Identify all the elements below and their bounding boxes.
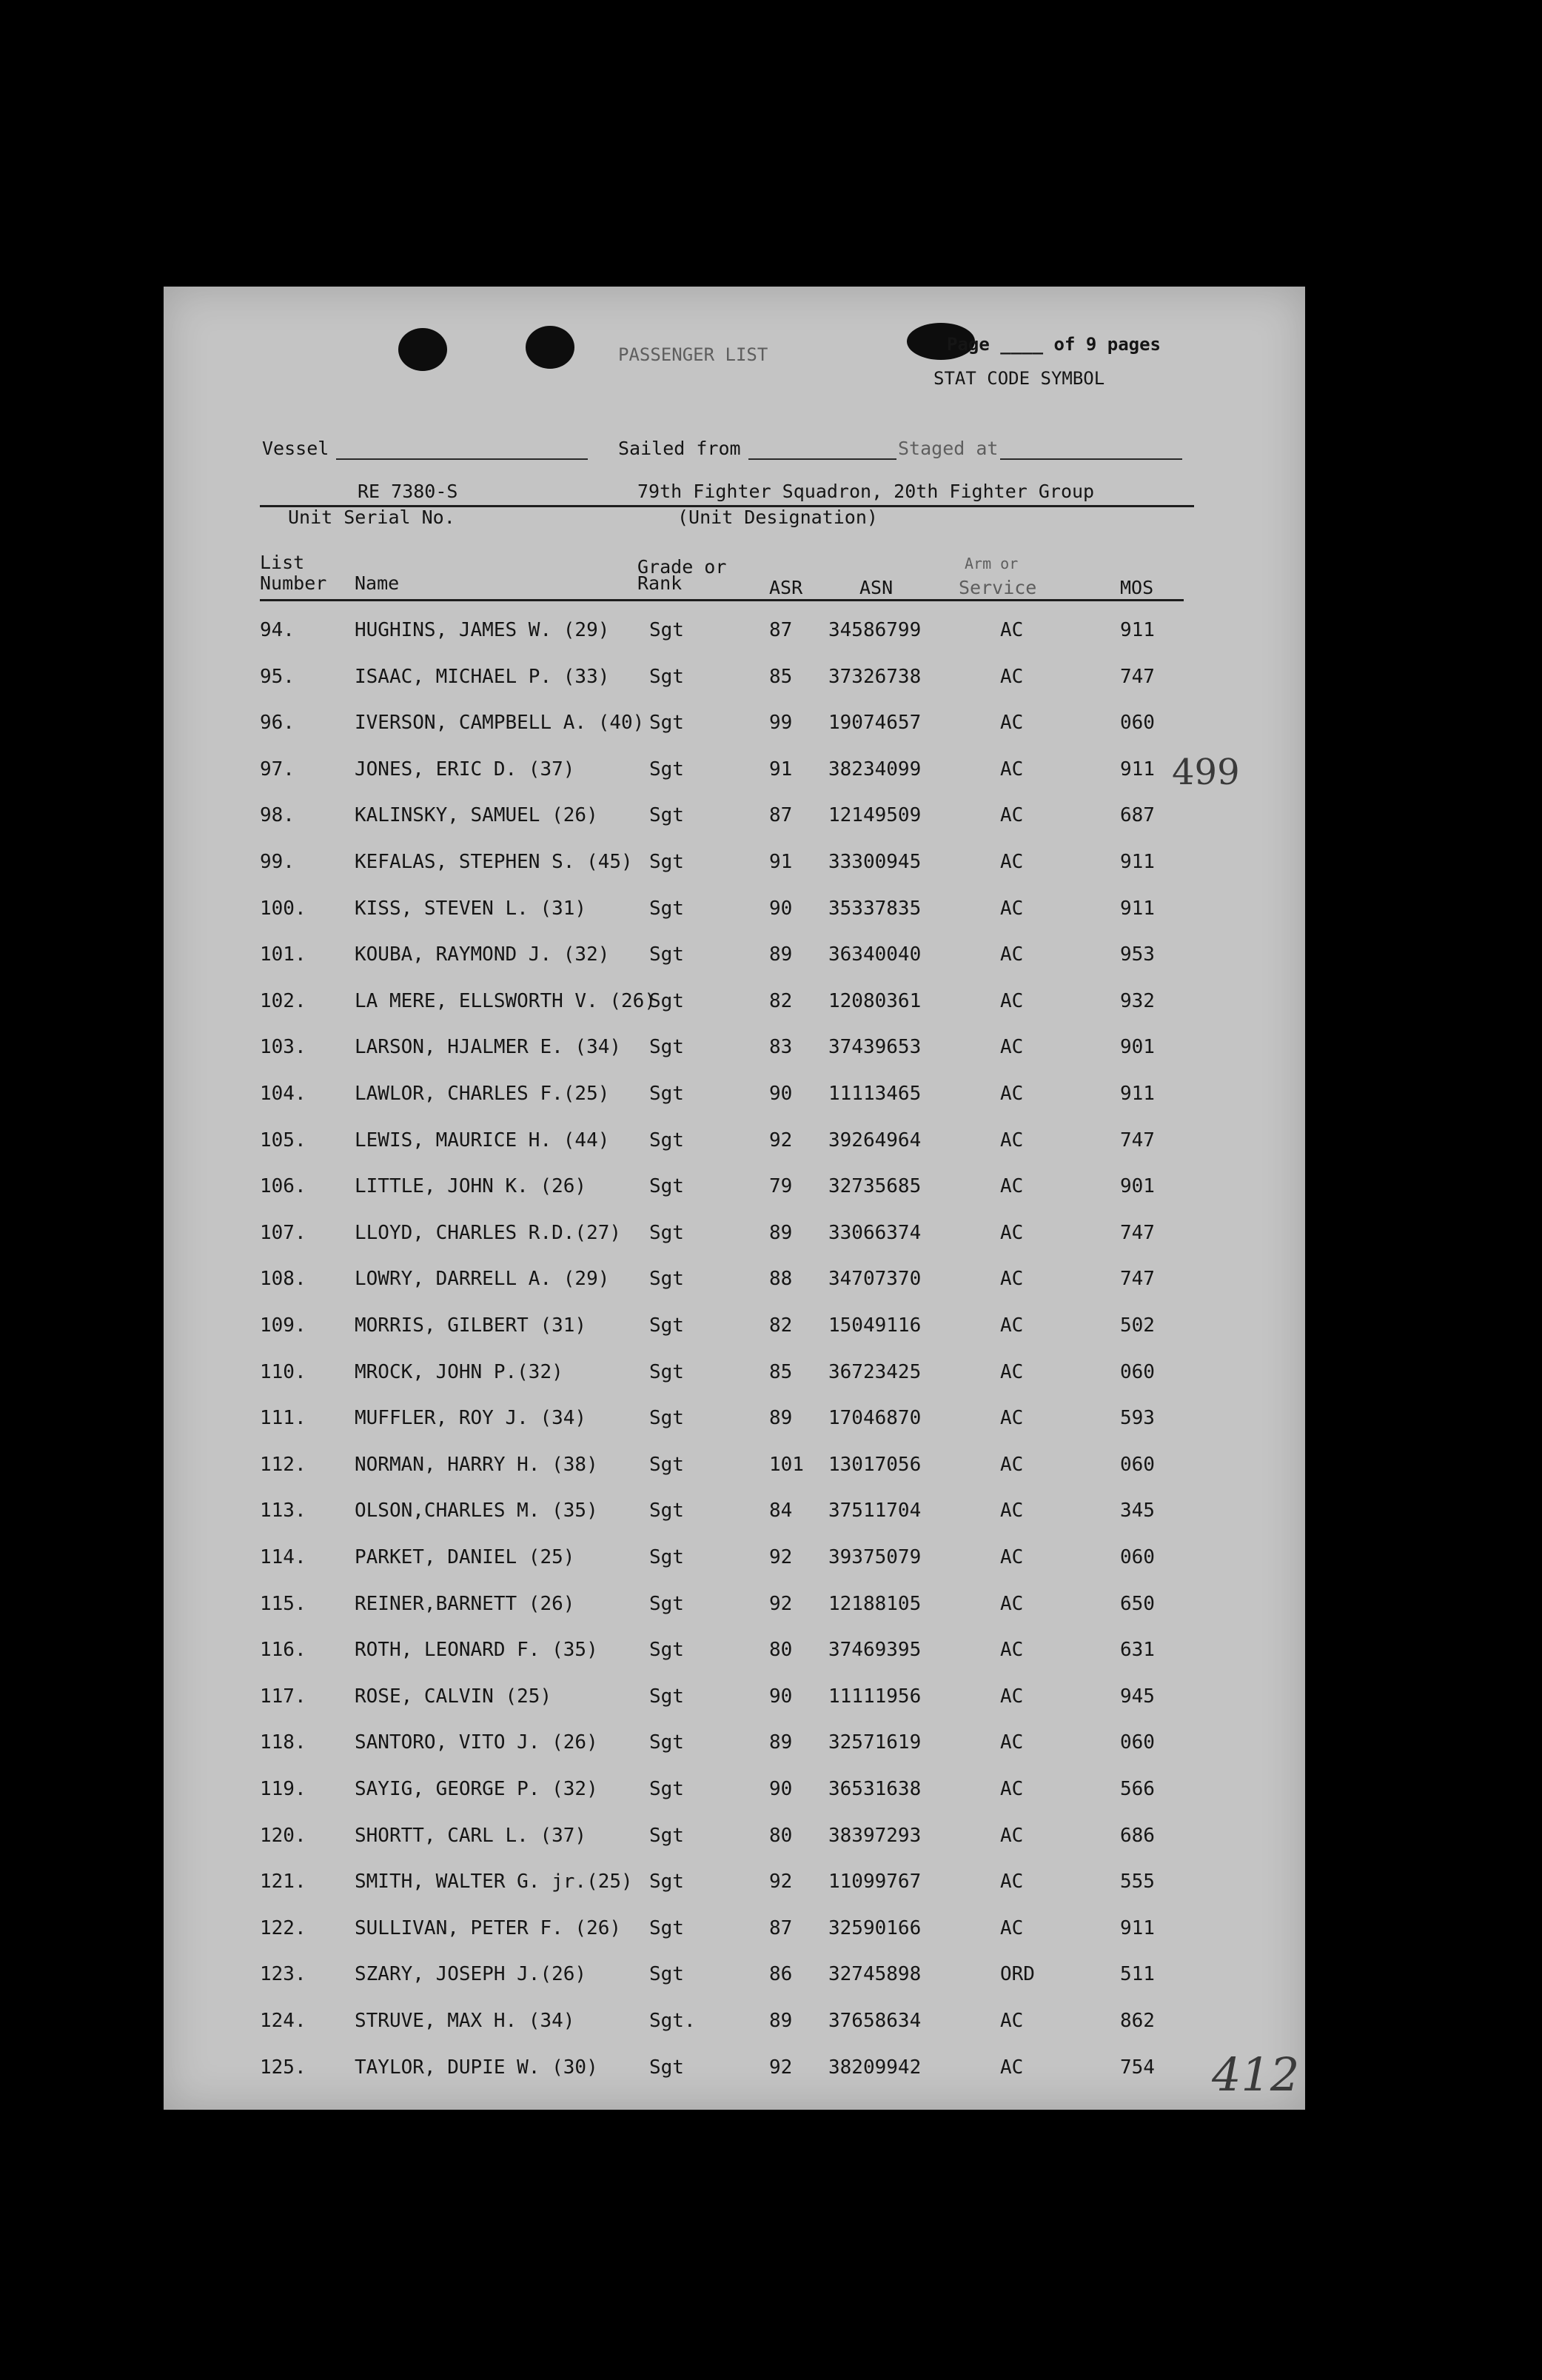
mos-code: 593 — [1120, 1407, 1155, 1429]
table-row — [164, 619, 1305, 663]
asr-score: 86 — [769, 1963, 793, 1985]
asr-score: 92 — [769, 1871, 793, 1893]
list-number: 104. — [260, 1083, 306, 1105]
list-number: 101. — [260, 943, 306, 966]
list-number: 99. — [260, 851, 295, 873]
asr-score: 90 — [769, 1778, 793, 1800]
grade-rank: Sgt — [649, 1314, 684, 1337]
list-number: 98. — [260, 804, 295, 826]
col-service-1: Arm or — [965, 555, 1019, 572]
army-serial-number: 34707370 — [828, 1268, 922, 1290]
arm-or-service: AC — [1000, 1361, 1024, 1383]
army-serial-number: 38234099 — [828, 758, 922, 780]
passenger-name: ISAAC, MICHAEL P. (33) — [355, 666, 610, 688]
passenger-name: KISS, STEVEN L. (31) — [355, 897, 587, 920]
asr-score: 92 — [769, 1129, 793, 1151]
grade-rank: Sgt — [649, 619, 684, 641]
asr-score: 87 — [769, 1917, 793, 1939]
punch-hole-left — [398, 328, 447, 371]
army-serial-number: 37439653 — [828, 1036, 922, 1058]
mos-code: 945 — [1120, 1685, 1155, 1708]
table-row — [164, 1407, 1305, 1451]
asr-score: 80 — [769, 1639, 793, 1661]
army-serial-number: 11111956 — [828, 1685, 922, 1708]
army-serial-number: 33300945 — [828, 851, 922, 873]
passenger-name: STRUVE, MAX H. (34) — [355, 2010, 575, 2032]
army-serial-number: 37658634 — [828, 2010, 922, 2032]
army-serial-number: 38397293 — [828, 1825, 922, 1847]
passenger-name: HUGHINS, JAMES W. (29) — [355, 619, 610, 641]
table-row — [164, 1546, 1305, 1591]
stat-code-symbol: STAT CODE SYMBOL — [933, 368, 1105, 389]
handwritten-number: 412 — [1212, 2048, 1300, 2102]
list-number: 107. — [260, 1222, 306, 1244]
arm-or-service: AC — [1000, 1036, 1024, 1058]
passenger-name: TAYLOR, DUPIE W. (30) — [355, 2056, 598, 2079]
army-serial-number: 38209942 — [828, 2056, 922, 2079]
mos-code: 650 — [1120, 1593, 1155, 1615]
col-list-number-2: Number — [260, 572, 327, 594]
asr-score: 90 — [769, 1685, 793, 1708]
col-service-2: Service — [959, 577, 1037, 598]
army-serial-number: 37326738 — [828, 666, 922, 688]
army-serial-number: 12080361 — [828, 990, 922, 1012]
mos-code: 631 — [1120, 1639, 1155, 1661]
list-number: 111. — [260, 1407, 306, 1429]
table-row — [164, 1175, 1305, 1220]
grade-rank: Sgt — [649, 1685, 684, 1708]
table-row — [164, 1917, 1305, 1962]
col-asn: ASN — [859, 577, 894, 598]
mos-code: 911 — [1120, 851, 1155, 873]
asr-score: 84 — [769, 1500, 793, 1522]
arm-or-service: AC — [1000, 619, 1024, 641]
unit-designation-value: 79th Fighter Squadron, 20th Fighter Group — [637, 481, 1095, 502]
army-serial-number: 33066374 — [828, 1222, 922, 1244]
mos-code: 687 — [1120, 804, 1155, 826]
grade-rank: Sgt — [649, 2056, 684, 2079]
army-serial-number: 32590166 — [828, 1917, 922, 1939]
arm-or-service: AC — [1000, 1268, 1024, 1290]
table-row — [164, 2056, 1305, 2101]
arm-or-service: AC — [1000, 1407, 1024, 1429]
grade-rank: Sgt — [649, 851, 684, 873]
sailed-from-label: Sailed from — [618, 438, 741, 459]
grade-rank: Sgt — [649, 1361, 684, 1383]
passenger-name: SMITH, WALTER G. jr.(25) — [355, 1871, 633, 1893]
arm-or-service: AC — [1000, 1083, 1024, 1105]
asr-score: 87 — [769, 804, 793, 826]
list-number: 119. — [260, 1778, 306, 1800]
document-sheet — [164, 287, 1305, 2110]
grade-rank: Sgt — [649, 666, 684, 688]
passenger-name: SULLIVAN, PETER F. (26) — [355, 1917, 622, 1939]
grade-rank: Sgt — [649, 1500, 684, 1522]
army-serial-number: 39375079 — [828, 1546, 922, 1568]
punch-hole-middle — [526, 326, 574, 369]
list-number: 114. — [260, 1546, 306, 1568]
passenger-name: MUFFLER, ROY J. (34) — [355, 1407, 587, 1429]
arm-or-service: AC — [1000, 1546, 1024, 1568]
mos-code: 060 — [1120, 1546, 1155, 1568]
army-serial-number: 34586799 — [828, 619, 922, 641]
grade-rank: Sgt — [649, 758, 684, 780]
col-name: Name — [355, 572, 400, 594]
arm-or-service: AC — [1000, 897, 1024, 920]
page-info: Page ____ of 9 pages — [947, 334, 1161, 355]
arm-or-service: AC — [1000, 1500, 1024, 1522]
list-number: 120. — [260, 1825, 306, 1847]
list-number: 94. — [260, 619, 295, 641]
arm-or-service: AC — [1000, 1917, 1024, 1939]
asr-score: 89 — [769, 943, 793, 966]
mos-code: 511 — [1120, 1963, 1155, 1985]
asr-score: 90 — [769, 897, 793, 920]
asr-score: 90 — [769, 1083, 793, 1105]
list-number: 112. — [260, 1454, 306, 1476]
table-row — [164, 1731, 1305, 1776]
arm-or-service: AC — [1000, 1825, 1024, 1847]
mos-code: 862 — [1120, 2010, 1155, 2032]
army-serial-number: 32745898 — [828, 1963, 922, 1985]
list-number: 117. — [260, 1685, 306, 1708]
army-serial-number: 15049116 — [828, 1314, 922, 1337]
mos-code: 911 — [1120, 1083, 1155, 1105]
list-number: 124. — [260, 2010, 306, 2032]
asr-score: 88 — [769, 1268, 793, 1290]
document-title: PASSENGER LIST — [618, 344, 768, 365]
grade-rank: Sgt. — [649, 2010, 696, 2032]
list-number: 109. — [260, 1314, 306, 1337]
mos-code: 911 — [1120, 1917, 1155, 1939]
arm-or-service: AC — [1000, 712, 1024, 734]
list-number: 123. — [260, 1963, 306, 1985]
stamp-number: 499 — [1172, 752, 1240, 793]
passenger-name: LLOYD, CHARLES R.D.(27) — [355, 1222, 622, 1244]
grade-rank: Sgt — [649, 1963, 684, 1985]
table-row — [164, 666, 1305, 710]
grade-rank: Sgt — [649, 1268, 684, 1290]
arm-or-service: AC — [1000, 1685, 1024, 1708]
vessel-label: Vessel — [262, 438, 329, 459]
grade-rank: Sgt — [649, 990, 684, 1012]
table-row — [164, 1685, 1305, 1730]
table-row — [164, 1361, 1305, 1405]
grade-rank: Sgt — [649, 1036, 684, 1058]
grade-rank: Sgt — [649, 1731, 684, 1754]
arm-or-service: ORD — [1000, 1963, 1035, 1985]
arm-or-service: AC — [1000, 1454, 1024, 1476]
col-mos: MOS — [1120, 577, 1154, 598]
mos-code: 555 — [1120, 1871, 1155, 1893]
table-row — [164, 1222, 1305, 1266]
grade-rank: Sgt — [649, 712, 684, 734]
arm-or-service: AC — [1000, 943, 1024, 966]
army-serial-number: 12188105 — [828, 1593, 922, 1615]
asr-score: 89 — [769, 1407, 793, 1429]
grade-rank: Sgt — [649, 1175, 684, 1197]
table-row — [164, 1639, 1305, 1683]
grade-rank: Sgt — [649, 897, 684, 920]
mos-code: 060 — [1120, 712, 1155, 734]
passenger-name: KALINSKY, SAMUEL (26) — [355, 804, 598, 826]
mos-code: 747 — [1120, 666, 1155, 688]
table-row — [164, 1083, 1305, 1127]
mos-code: 953 — [1120, 943, 1155, 966]
grade-rank: Sgt — [649, 1871, 684, 1893]
list-number: 100. — [260, 897, 306, 920]
army-serial-number: 11099767 — [828, 1871, 922, 1893]
asr-score: 82 — [769, 1314, 793, 1337]
arm-or-service: AC — [1000, 1222, 1024, 1244]
passenger-name: SZARY, JOSEPH J.(26) — [355, 1963, 587, 1985]
mos-code: 911 — [1120, 619, 1155, 641]
passenger-name: SANTORO, VITO J. (26) — [355, 1731, 598, 1754]
mos-code: 060 — [1120, 1361, 1155, 1383]
passenger-name: LA MERE, ELLSWORTH V. (26) — [355, 990, 656, 1012]
asr-score: 85 — [769, 666, 793, 688]
asr-score: 91 — [769, 851, 793, 873]
table-row — [164, 851, 1305, 895]
grade-rank: Sgt — [649, 1454, 684, 1476]
col-asr: ASR — [769, 577, 803, 598]
grade-rank: Sgt — [649, 1083, 684, 1105]
col-grade-1: Grade or — [637, 556, 727, 578]
mos-code: 754 — [1120, 2056, 1155, 2079]
arm-or-service: AC — [1000, 1175, 1024, 1197]
passenger-name: LEWIS, MAURICE H. (44) — [355, 1129, 610, 1151]
table-row — [164, 943, 1305, 988]
army-serial-number: 32571619 — [828, 1731, 922, 1754]
arm-or-service: AC — [1000, 666, 1024, 688]
asr-score: 92 — [769, 1593, 793, 1615]
table-row — [164, 1500, 1305, 1544]
mos-code: 502 — [1120, 1314, 1155, 1337]
arm-or-service: AC — [1000, 804, 1024, 826]
list-number: 97. — [260, 758, 295, 780]
army-serial-number: 37469395 — [828, 1639, 922, 1661]
passenger-name: LARSON, HJALMER E. (34) — [355, 1036, 622, 1058]
arm-or-service: AC — [1000, 1639, 1024, 1661]
list-number: 95. — [260, 666, 295, 688]
asr-score: 83 — [769, 1036, 793, 1058]
passenger-name: LITTLE, JOHN K. (26) — [355, 1175, 587, 1197]
asr-score: 99 — [769, 712, 793, 734]
army-serial-number: 39264964 — [828, 1129, 922, 1151]
army-serial-number: 35337835 — [828, 897, 922, 920]
staged-at-label: Staged at — [898, 438, 999, 459]
army-serial-number: 13017056 — [828, 1454, 922, 1476]
passenger-name: ROTH, LEONARD F. (35) — [355, 1639, 598, 1661]
list-number: 113. — [260, 1500, 306, 1522]
unit-serial-value: RE 7380-S — [358, 481, 458, 502]
list-number: 103. — [260, 1036, 306, 1058]
table-row — [164, 1825, 1305, 1869]
army-serial-number: 11113465 — [828, 1083, 922, 1105]
mos-code: 911 — [1120, 897, 1155, 920]
mos-code: 901 — [1120, 1036, 1155, 1058]
passenger-name: MORRIS, GILBERT (31) — [355, 1314, 587, 1337]
asr-score: 87 — [769, 619, 793, 641]
arm-or-service: AC — [1000, 758, 1024, 780]
passenger-name: OLSON,CHARLES M. (35) — [355, 1500, 598, 1522]
vessel-line — [336, 458, 588, 460]
table-row — [164, 804, 1305, 849]
passenger-name: KEFALAS, STEPHEN S. (45) — [355, 851, 633, 873]
passenger-name: KOUBA, RAYMOND J. (32) — [355, 943, 610, 966]
mos-code: 747 — [1120, 1268, 1155, 1290]
arm-or-service: AC — [1000, 1871, 1024, 1893]
mos-code: 566 — [1120, 1778, 1155, 1800]
passenger-name: NORMAN, HARRY H. (38) — [355, 1454, 598, 1476]
table-row — [164, 897, 1305, 942]
arm-or-service: AC — [1000, 1731, 1024, 1754]
list-number: 106. — [260, 1175, 306, 1197]
list-number: 116. — [260, 1639, 306, 1661]
list-number: 125. — [260, 2056, 306, 2079]
asr-score: 91 — [769, 758, 793, 780]
column-header-divider — [260, 599, 1184, 601]
mos-code: 932 — [1120, 990, 1155, 1012]
list-number: 96. — [260, 712, 295, 734]
mos-code: 345 — [1120, 1500, 1155, 1522]
asr-score: 89 — [769, 1731, 793, 1754]
grade-rank: Sgt — [649, 804, 684, 826]
table-row — [164, 1129, 1305, 1174]
passenger-name: LOWRY, DARRELL A. (29) — [355, 1268, 610, 1290]
col-list-number-1: List — [260, 552, 305, 573]
arm-or-service: AC — [1000, 1314, 1024, 1337]
army-serial-number: 36531638 — [828, 1778, 922, 1800]
grade-rank: Sgt — [649, 1129, 684, 1151]
mos-code: 060 — [1120, 1731, 1155, 1754]
unit-designation-label: (Unit Designation) — [677, 507, 878, 528]
army-serial-number: 36340040 — [828, 943, 922, 966]
list-number: 108. — [260, 1268, 306, 1290]
list-number: 115. — [260, 1593, 306, 1615]
table-row — [164, 1871, 1305, 1915]
table-row — [164, 758, 1305, 803]
passenger-name: IVERSON, CAMPBELL A. (40) — [355, 712, 645, 734]
asr-score: 89 — [769, 1222, 793, 1244]
asr-score: 89 — [769, 2010, 793, 2032]
mos-code: 060 — [1120, 1454, 1155, 1476]
mos-code: 911 — [1120, 758, 1155, 780]
asr-score: 101 — [769, 1454, 804, 1476]
grade-rank: Sgt — [649, 1639, 684, 1661]
table-row — [164, 712, 1305, 756]
passenger-name: ROSE, CALVIN (25) — [355, 1685, 552, 1708]
list-number: 121. — [260, 1871, 306, 1893]
army-serial-number: 12149509 — [828, 804, 922, 826]
passenger-name: JONES, ERIC D. (37) — [355, 758, 575, 780]
mos-code: 901 — [1120, 1175, 1155, 1197]
arm-or-service: AC — [1000, 1129, 1024, 1151]
grade-rank: Sgt — [649, 1222, 684, 1244]
grade-rank: Sgt — [649, 943, 684, 966]
list-number: 105. — [260, 1129, 306, 1151]
passenger-name: SAYIG, GEORGE P. (32) — [355, 1778, 598, 1800]
list-number: 102. — [260, 990, 306, 1012]
list-number: 110. — [260, 1361, 306, 1383]
grade-rank: Sgt — [649, 1593, 684, 1615]
table-row — [164, 1593, 1305, 1637]
asr-score: 92 — [769, 2056, 793, 2079]
grade-rank: Sgt — [649, 1778, 684, 1800]
passenger-name: SHORTT, CARL L. (37) — [355, 1825, 587, 1847]
army-serial-number: 19074657 — [828, 712, 922, 734]
sailed-line — [748, 458, 896, 460]
passenger-name: REINER,BARNETT (26) — [355, 1593, 575, 1615]
arm-or-service: AC — [1000, 851, 1024, 873]
list-number: 122. — [260, 1917, 306, 1939]
passenger-name: LAWLOR, CHARLES F.(25) — [355, 1083, 610, 1105]
arm-or-service: AC — [1000, 2056, 1024, 2079]
army-serial-number: 36723425 — [828, 1361, 922, 1383]
mos-code: 686 — [1120, 1825, 1155, 1847]
arm-or-service: AC — [1000, 2010, 1024, 2032]
table-row — [164, 1454, 1305, 1498]
table-row — [164, 1963, 1305, 2008]
mos-code: 747 — [1120, 1129, 1155, 1151]
staged-line — [1000, 458, 1182, 460]
army-serial-number: 17046870 — [828, 1407, 922, 1429]
grade-rank: Sgt — [649, 1917, 684, 1939]
table-row — [164, 2010, 1305, 2054]
col-grade-2: Rank — [637, 572, 683, 594]
asr-score: 92 — [769, 1546, 793, 1568]
asr-score: 85 — [769, 1361, 793, 1383]
table-row — [164, 1268, 1305, 1312]
grade-rank: Sgt — [649, 1546, 684, 1568]
asr-score: 82 — [769, 990, 793, 1012]
list-number: 118. — [260, 1731, 306, 1754]
table-row — [164, 1036, 1305, 1080]
grade-rank: Sgt — [649, 1825, 684, 1847]
arm-or-service: AC — [1000, 1593, 1024, 1615]
table-row — [164, 990, 1305, 1034]
mos-code: 747 — [1120, 1222, 1155, 1244]
grade-rank: Sgt — [649, 1407, 684, 1429]
unit-serial-label: Unit Serial No. — [288, 507, 455, 528]
army-serial-number: 32735685 — [828, 1175, 922, 1197]
asr-score: 79 — [769, 1175, 793, 1197]
table-row — [164, 1778, 1305, 1822]
arm-or-service: AC — [1000, 990, 1024, 1012]
passenger-name: MROCK, JOHN P.(32) — [355, 1361, 563, 1383]
arm-or-service: AC — [1000, 1778, 1024, 1800]
passenger-name: PARKET, DANIEL (25) — [355, 1546, 575, 1568]
asr-score: 80 — [769, 1825, 793, 1847]
table-row — [164, 1314, 1305, 1359]
army-serial-number: 37511704 — [828, 1500, 922, 1522]
